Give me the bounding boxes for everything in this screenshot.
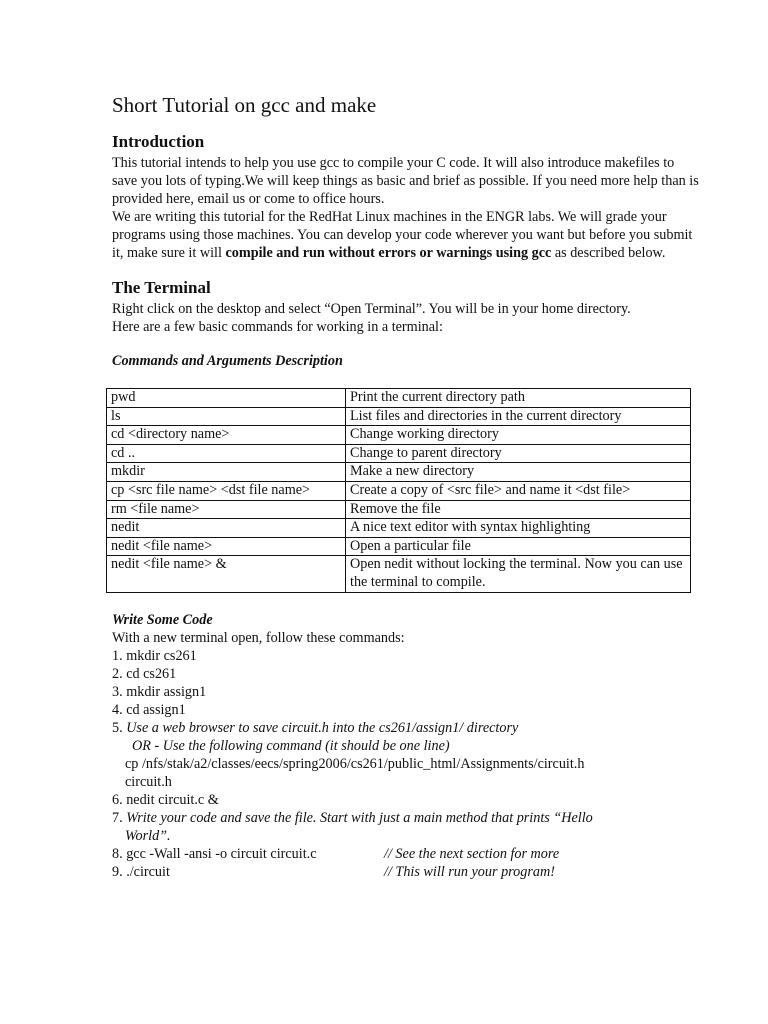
command-cell: nedit <file name> <box>107 537 346 556</box>
list-item: 4. cd assign1 <box>112 701 186 718</box>
description-cell: Change to parent directory <box>346 444 691 463</box>
description-cell: Print the current directory path <box>346 389 691 408</box>
command-cell: cd <directory name> <box>107 426 346 445</box>
description-cell: Remove the file <box>346 500 691 519</box>
steps-list <box>112 647 702 881</box>
table-row <box>107 407 691 426</box>
list-item <box>112 719 702 737</box>
command-cell: cd .. <box>107 444 346 463</box>
intro-p2-bold: compile and run without errors or warnings using gcc <box>225 245 552 261</box>
list-item <box>112 845 702 863</box>
write-code-heading: Write Some Code <box>112 611 213 628</box>
terminal-section <box>112 278 702 593</box>
command-cell: rm <file name> <box>107 500 346 519</box>
intro-paragraph-1: This tutorial intends to help you use gcc to compile your C code. It will also introduce makefiles to save you lots of typing.We will keep things as basic and brief as possible. If you need more help than is provided here, email us or come to office hours. <box>112 155 699 207</box>
intro-p2-end: as described below. <box>551 245 666 261</box>
terminal-paragraph-1: Right click on the desktop and select “Open Terminal”. You will be in your home directory. <box>112 301 631 317</box>
command-cell: nedit <file name> & <box>107 556 346 592</box>
intro-paragraph-2 <box>112 208 702 262</box>
list-item: 6. nedit circuit.c & <box>112 791 219 808</box>
table-row <box>107 519 691 538</box>
page-title: Short Tutorial on gcc and make <box>112 93 377 117</box>
intro-p2-start: We are writing this tutorial for the RedHat Linux machines in the ENGR labs. We will grade your programs using those machines. You can develop your code wherever you want but before you submit it, make sure it will <box>112 209 693 261</box>
list-item: 1. mkdir cs261 <box>112 647 197 664</box>
command-cell: cp <src file name> <dst file name> <box>107 481 346 500</box>
table-row <box>107 389 691 408</box>
description-cell: Change working directory <box>346 426 691 445</box>
step-text: Write your code and save the file. Start with just a main method that prints “Hello <box>126 809 593 826</box>
list-item: circuit.h <box>125 773 172 790</box>
write-code-intro: With a new terminal open, follow these commands: <box>112 629 405 646</box>
table-row <box>107 444 691 463</box>
commands-table <box>106 388 691 593</box>
introduction-section <box>112 132 702 262</box>
description-cell: Make a new directory <box>346 463 691 482</box>
list-item <box>112 809 702 827</box>
step-comment: // See the next section for more <box>384 845 560 862</box>
list-item: 3. mkdir assign1 <box>112 683 207 700</box>
description-cell: A nice text editor with syntax highlighting <box>346 519 691 538</box>
table-row <box>107 426 691 445</box>
step-comment: // This will run your program! <box>384 863 555 880</box>
list-item: cp /nfs/stak/a2/classes/eecs/spring2006/cs261/public_html/Assignments/circuit.h <box>125 755 585 772</box>
list-item: 2. cd cs261 <box>112 665 177 682</box>
description-cell: Open nedit without locking the terminal. Now you can use the terminal to compile. <box>346 556 691 592</box>
document-page <box>112 92 702 881</box>
list-item: World”. <box>125 827 171 844</box>
step-command: 8. gcc -Wall -ansi -o circuit circuit.c <box>112 845 317 862</box>
table-row <box>107 463 691 482</box>
description-cell: Open a particular file <box>346 537 691 556</box>
table-row <box>107 556 691 592</box>
step-number: 5. <box>112 719 127 736</box>
description-cell: List files and directories in the current directory <box>346 407 691 426</box>
table-row <box>107 537 691 556</box>
terminal-heading: The Terminal <box>112 278 211 297</box>
command-cell: ls <box>107 407 346 426</box>
introduction-heading: Introduction <box>112 132 205 151</box>
table-row <box>107 500 691 519</box>
step-command: 9. ./circuit <box>112 863 170 880</box>
step-number: 7. <box>112 809 127 826</box>
command-cell: pwd <box>107 389 346 408</box>
list-item <box>112 863 702 881</box>
description-cell: Create a copy of <src file> and name it <dst file> <box>346 481 691 500</box>
table-caption: Commands and Arguments Description <box>112 353 343 369</box>
terminal-paragraph-2: Here are a few basic commands for working in a terminal: <box>112 319 443 335</box>
list-item: OR - Use the following command (it should be one line) <box>132 737 450 754</box>
table-row <box>107 481 691 500</box>
step-text: Use a web browser to save circuit.h into the cs261/assign1/ directory <box>126 719 519 736</box>
command-cell: nedit <box>107 519 346 538</box>
write-code-section <box>112 611 702 881</box>
command-cell: mkdir <box>107 463 346 482</box>
